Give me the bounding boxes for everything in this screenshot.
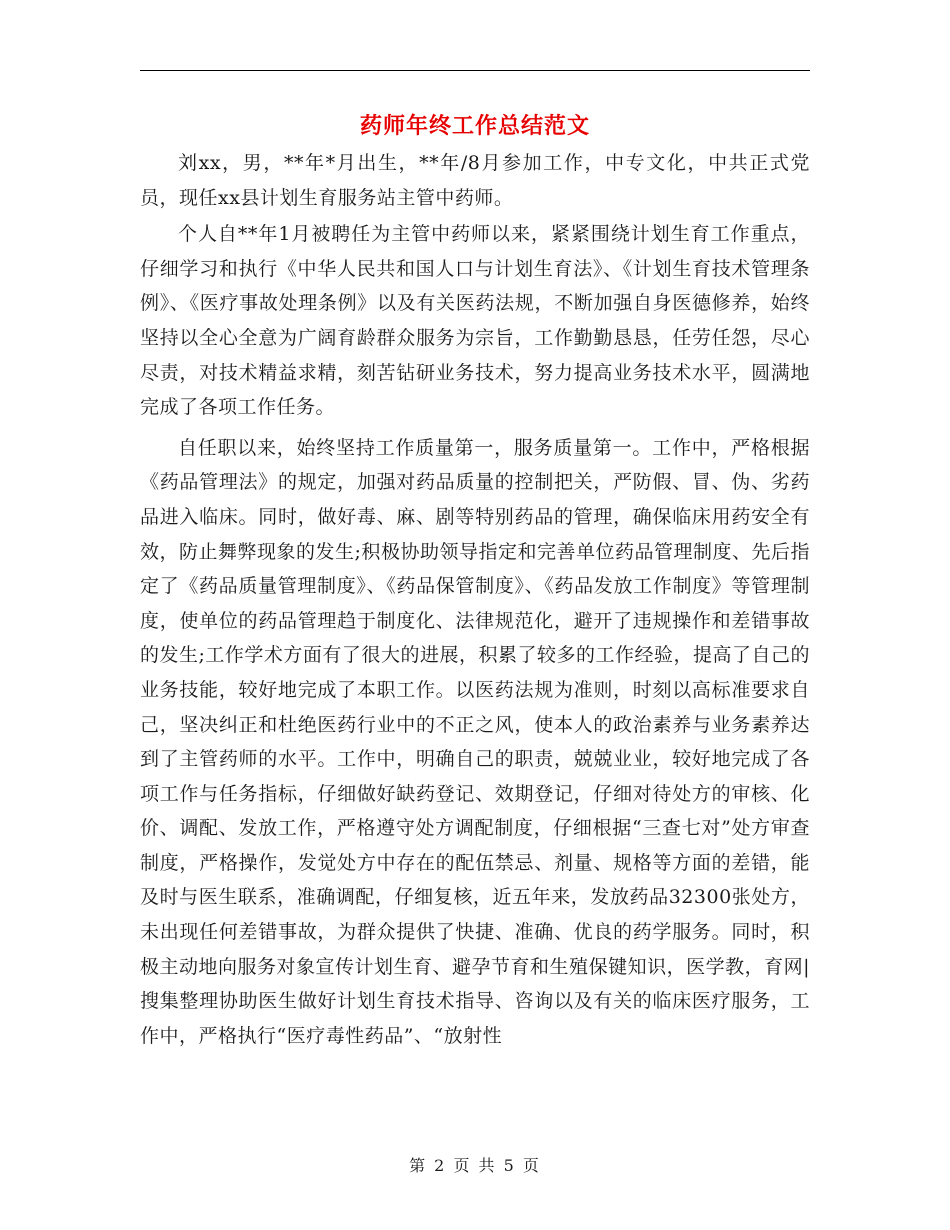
document-body	[140, 146, 810, 1053]
paragraph-intro: 刘xx，男，**年*月出生，**年/8月参加工作，中专文化，中共正式党员，现任xx县计划生育服务站主管中药师。	[140, 152, 810, 209]
paragraph-work-summary: 自任职以来，始终坚持工作质量第一，服务质量第一。工作中，严格根据《药品管理法》的规定，加强对药品质量的控制把关，严防假、冒、伪、劣药品进入临床。同时，做好毒、麻、剧等特别药品的管理，确保临床用药安全有效，防止舞弊现象的发生;积极协助领导指定和完善单位药品管理制度、先后指定了《药品质量管理制度》、《药品保管制度》、《药品发放工作制度》等管理制度，使单位的药品管理趋于制度化、法律规范化，避开了违规操作和差错事故的发生;工作学术方面有了很大的进展，积累了较多的工作经验，提高了自己的业务技能，较好地完成了本职工作。以医药法规为准则，时刻以高标准要求自己，坚决纠正和杜绝医药行业中的不正之风，使本人的政治素养与业务素养达到了主管药师的水平。工作中，明确自己的职责，兢兢业业，较好地完成了各项工作与任务指标，仔细做好缺药登记、效期登记，仔细对待处方的审核、化价、调配、发放工作，严格遵守处方调配制度，仔细根据“三查七对”处方审查制度，严格操作，发觉处方中存在的配伍禁忌、剂量、规格等方面的差错，能及时与医生联系，准确调配，仔细复核，近五年来，发放药品32300张处方，未出现任何差错事故，为群众提供了快捷、准确、优良的药学服务。同时，积极主动地向服务对象宣传计划生育、避孕节育和生殖保键知识，医学教，育网|搜集整理协助医生做好计划生育技术指导、咨询以及有关的临床医疗服务，工作中，严格执行“医疗毒性药品”、“放射性	[140, 436, 810, 1047]
header-rule	[140, 70, 810, 71]
page-number-footer: 第 2 页 共 5 页	[409, 1156, 541, 1175]
paragraph-appointment: 个人自**年1月被聘任为主管中药师以来，紧紧围绕计划生育工作重点，仔细学习和执行《中华人民共和国人口与计划生育法》、《计划生育技术管理条例》、《医疗事故处理条例》以及有关医药法规，不断加强自身医德修养，始终坚持以全心全意为广阔育龄群众服务为宗旨，工作勤勤恳恳，任劳任怨，尽心尽责，对技术精益求精，刻苦钻研业务技术，努力提高业务技术水平，圆满地完成了各项工作任务。	[140, 223, 810, 419]
document-title: 药师年终工作总结范文	[359, 113, 590, 139]
